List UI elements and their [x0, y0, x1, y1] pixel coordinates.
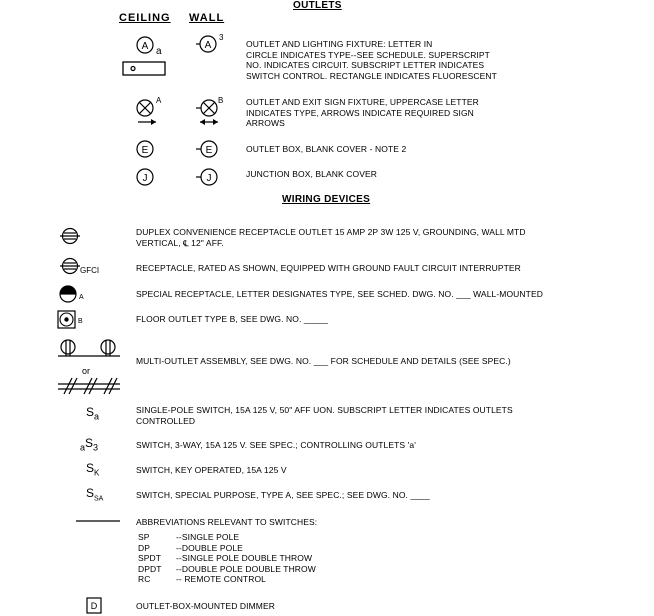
- floor-outlet-symbol: [58, 311, 83, 328]
- junction-box-description: JUNCTION BOX, BLANK COVER: [246, 169, 377, 179]
- gfci-label: GFCI: [80, 266, 100, 275]
- dimmer-letter: D: [90, 601, 98, 611]
- abbreviation-item: [138, 574, 316, 585]
- abbreviation-meaning: --DOUBLE POLE DOUBLE THROW: [176, 563, 316, 574]
- wall-exit-sign-superscript: B: [218, 96, 224, 105]
- ceiling-fixture-symbol: [137, 37, 162, 57]
- exit-sign-fixture-description: OUTLET AND EXIT SIGN FIXTURE, UPPERCASE LETTER INDICATES TYPE, ARROWS INDICATE REQUIRED SIGN ARROWS: [246, 97, 479, 128]
- abbreviation-meaning: --DOUBLE POLE: [176, 542, 243, 553]
- outlet-fixture-description: OUTLET AND LIGHTING FIXTURE: LETTER IN CIRCLE INDICATES TYPE--SEE SCHEDULE. SUPERSCRIPT NO. INDICATES CIRCUIT. SUBSCRIPT LETTER INDICATES SWITCH CONTROL. RECTANGLE INDICATES FLUORESCENT: [246, 39, 497, 81]
- wall-outlet-box-symbol: [196, 141, 217, 157]
- key-switch-symbol: [86, 461, 99, 477]
- duplex-receptacle-symbol: [60, 229, 80, 244]
- switch-s: S: [85, 436, 94, 450]
- outlets-title: OUTLETS: [293, 0, 342, 11]
- switch-prefix: a: [80, 442, 86, 453]
- special-receptacle-description: SPECIAL RECEPTACLE, LETTER DESIGNATES TYPE, SEE SCHED. DWG. NO. ___ WALL-MOUNTED: [136, 289, 543, 299]
- dimmer-symbol: [87, 598, 101, 613]
- wall-fixture-symbol: [196, 33, 224, 52]
- wall-exit-sign-symbol: [196, 96, 223, 125]
- ceiling-fixture-letter: A: [141, 41, 149, 52]
- ceiling-outlet-box-letter: E: [141, 145, 149, 156]
- ceiling-fixture-subscript: a: [156, 46, 162, 57]
- dimmer-description: OUTLET-BOX-MOUNTED DIMMER: [136, 601, 275, 611]
- wall-junction-box-letter: J: [206, 173, 212, 184]
- abbreviation-code: SP: [138, 532, 150, 542]
- abbreviation-item: [138, 564, 316, 575]
- special-receptacle-label: A: [79, 294, 84, 301]
- abbreviation-item: [138, 532, 316, 543]
- wall-fixture-letter: A: [204, 40, 212, 51]
- abbreviation-item: [138, 543, 316, 554]
- ceiling-junction-box-symbol: [137, 169, 153, 185]
- special-receptacle-symbol: [60, 286, 84, 302]
- outlet-box-description: OUTLET BOX, BLANK COVER - NOTE 2: [246, 144, 407, 154]
- key-switch-description: SWITCH, KEY OPERATED, 15A 125 V: [136, 465, 287, 475]
- abbreviation-code: RC: [138, 574, 151, 584]
- multi-outlet-or-label: or: [82, 366, 91, 376]
- ceiling-exit-sign-symbol: [137, 96, 162, 125]
- switch-subscript: a: [94, 411, 100, 422]
- single-pole-switch-description: SINGLE-POLE SWITCH, 15A 125 V, 50" AFF UON. SUBSCRIPT LETTER INDICATES OUTLETS CONTROLLED: [136, 405, 513, 426]
- ceiling-exit-sign-superscript: A: [156, 96, 162, 105]
- switch-subscript: K: [94, 468, 100, 478]
- duplex-receptacle-description: DUPLEX CONVENIENCE RECEPTACLE OUTLET 15 AMP 2P 3W 125 V, GROUNDING, WALL MTD VERTICAL, ℄ 12" AFF.: [136, 227, 526, 248]
- switch-s: S: [86, 486, 95, 500]
- wall-fixture-superscript: 3: [219, 33, 224, 42]
- multi-outlet-description: MULTI-OUTLET ASSEMBLY, SEE DWG. NO. ___ FOR SCHEDULE AND DETAILS (SEE SPEC.): [136, 356, 511, 366]
- switch-s: S: [86, 405, 95, 419]
- ceiling-column-header: CEILING: [119, 12, 171, 24]
- abbreviation-meaning: --SINGLE POLE DOUBLE THROW: [176, 553, 313, 563]
- wiring-devices-title: WIRING DEVICES: [282, 194, 371, 205]
- abbreviation-code: SPDT: [138, 553, 162, 563]
- fluorescent-fixture-symbol: [123, 62, 165, 75]
- single-pole-switch-symbol: [86, 405, 99, 421]
- special-switch-symbol: [86, 486, 103, 502]
- switch-s: S: [86, 461, 95, 475]
- abbreviations-list: [138, 532, 316, 585]
- gfci-receptacle-symbol: [60, 259, 99, 276]
- switch-subscript: 3: [93, 442, 99, 453]
- abbreviation-meaning: -- REMOTE CONTROL: [176, 574, 267, 584]
- wall-outlet-box-letter: E: [205, 145, 213, 156]
- ceiling-junction-box-letter: J: [142, 173, 148, 184]
- three-way-switch-symbol: [80, 436, 98, 452]
- three-way-switch-description: SWITCH, 3-WAY, 15A 125 V. SEE SPEC.; CONTROLLING OUTLETS 'a': [136, 440, 416, 450]
- ceiling-outlet-box-symbol: [137, 141, 153, 157]
- floor-outlet-description: FLOOR OUTLET TYPE B, SEE DWG. NO. _____: [136, 314, 329, 324]
- wall-column-header: WALL: [189, 12, 225, 24]
- multi-outlet-assembly-symbol: [58, 340, 120, 394]
- switch-subscript: SA: [94, 495, 104, 503]
- gfci-receptacle-description: RECEPTACLE, RATED AS SHOWN, EQUIPPED WITH GROUND FAULT CIRCUIT INTERRUPTER: [136, 263, 521, 273]
- abbreviations-title: ABBREVIATIONS RELEVANT TO SWITCHES:: [136, 517, 318, 527]
- special-switch-description: SWITCH, SPECIAL PURPOSE, TYPE A, SEE SPEC.; SEE DWG. NO. ____: [136, 490, 430, 500]
- floor-outlet-label: B: [78, 318, 83, 325]
- abbreviation-meaning: --SINGLE POLE: [176, 532, 240, 542]
- abbreviation-item: [138, 553, 316, 564]
- abbreviation-code: DPDT: [138, 563, 162, 574]
- abbreviation-code: DP: [138, 542, 151, 553]
- wall-junction-box-symbol: [196, 169, 217, 185]
